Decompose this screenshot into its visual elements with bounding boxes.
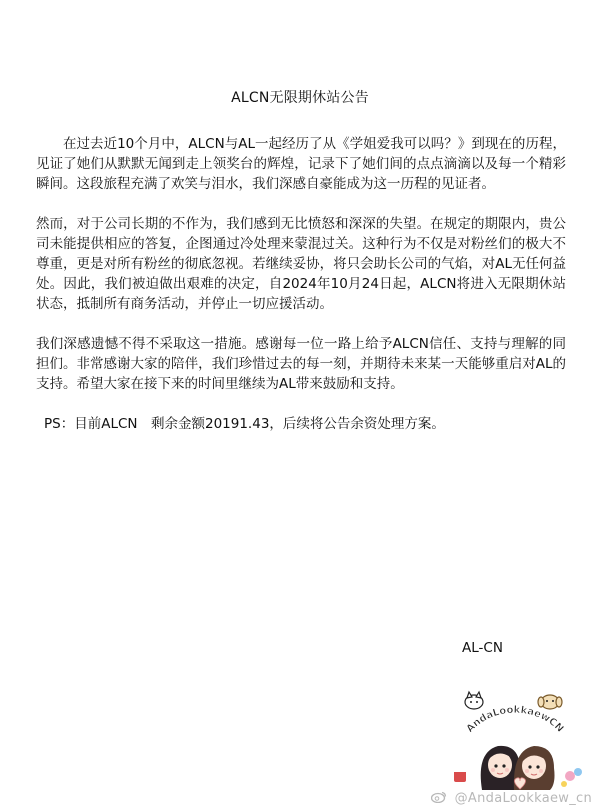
ps-note: PS：目前ALCN 剩余金额20191.43，后续将公告余资处理方案。 — [44, 416, 445, 432]
document-title: ALCN无限期休站公告 — [231, 90, 369, 106]
weibo-icon — [431, 791, 451, 806]
svg-text:AndaLookkaewCN: AndaLookkaewCN — [464, 704, 566, 735]
fan-club-stamp-illustration — [440, 690, 590, 790]
paragraph-2: 然而，对于公司长期的不作为，我们感到无比愤怒和深深的失望。在规定的期限内，贵公司未能提供相应的答复，企图通过冷处理来蒙混过关。这种行为不仅是对粉丝们的极大不尊重，更是对所有粉丝的彻底忽视。若继续妥协，将只会助长公司的气焰，对AL无任何益处。因此，我们被迫做出艰难的决定，自2024年10月24日起，ALCN将进入无限期休站状态，抵制所有商务活动，并停止一切应援活动。 — [36, 216, 566, 312]
document-body — [36, 134, 566, 434]
paragraph-1: 在过去近10个月中，ALCN与AL一起经历了从《学姐爱我可以吗？》到现在的历程，见证了她们从默默无闻到走上领奖台的辉煌，记录下了她们间的点点滴滴以及每一个精彩瞬间。这段旅程充满了欢笑与泪水，我们深感自豪能成为这一历程的见证者。 — [36, 136, 566, 192]
paragraph-3: 我们深感遗憾不得不采取这一措施。感谢每一位一路上给予ALCN信任、支持与理解的同担们。非常感谢大家的陪伴，我们珍惜过去的每一刻，并期待未来某一天能够重启对AL的支持。希望大家在接下来的时间里继续为AL带来鼓励和支持。 — [36, 336, 566, 392]
weibo-watermark — [431, 791, 592, 806]
watermark-text: @AndaLookkaew_cn — [454, 791, 592, 806]
signature: AL-CN — [462, 640, 503, 656]
